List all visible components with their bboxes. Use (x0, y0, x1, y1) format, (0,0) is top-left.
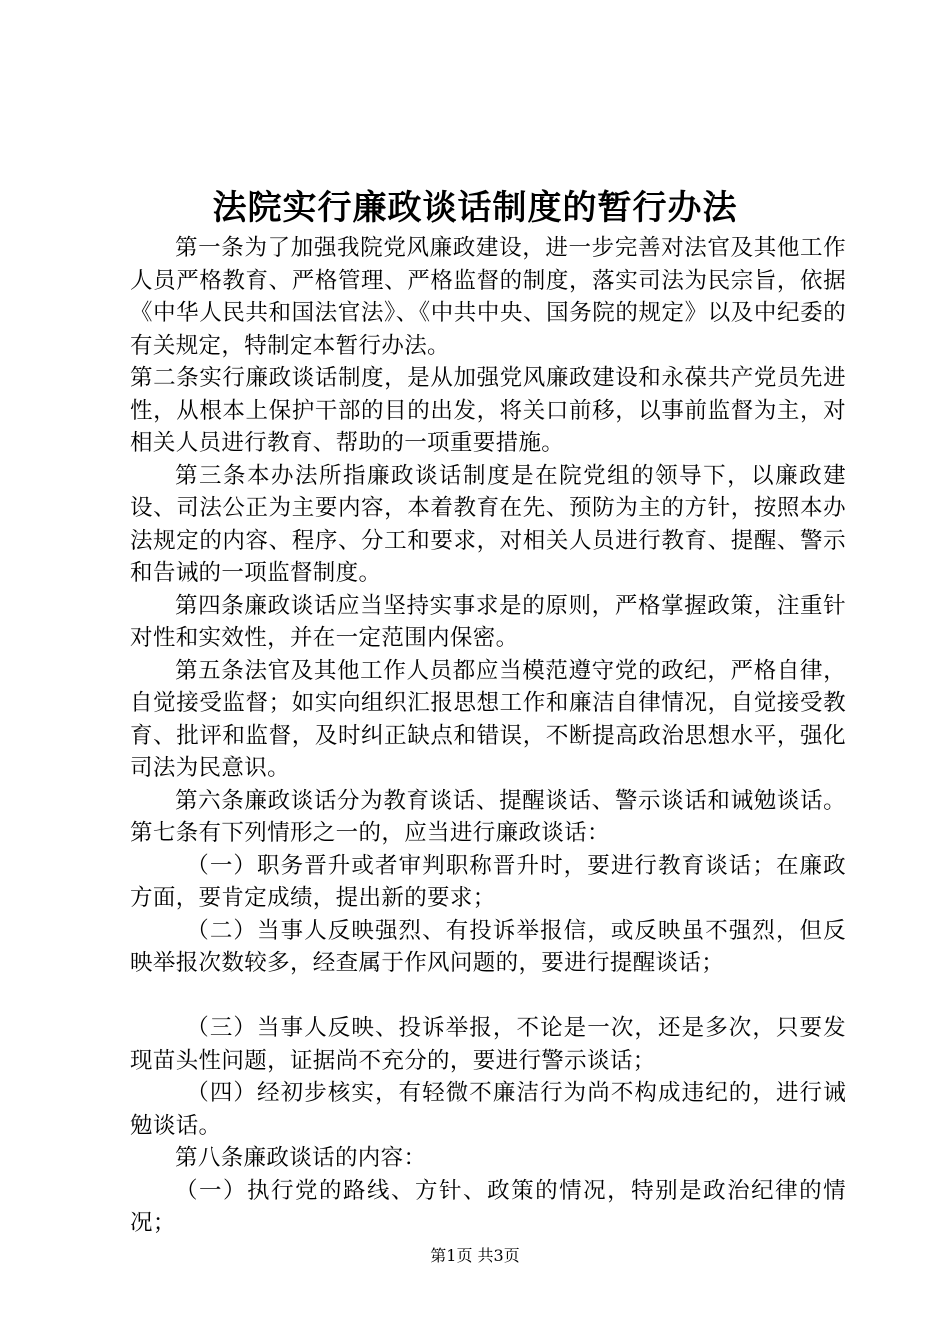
list-item-3: （三）当事人反映、投诉举报，不论是一次，还是多次，只要发现苗头性问题，证据尚不充分的，要进行警示谈话； (130, 1015, 846, 1074)
document-body (130, 232, 846, 1240)
paragraph-article-4: 第四条廉政谈话应当坚持实事求是的原则，严格掌握政策，注重针对性和实效性，并在一定范围内保密。 (130, 592, 846, 651)
paragraph-article-2: 第二条实行廉政谈话制度，是从加强党风廉政建设和永葆共产党员先进性，从根本上保护干部的目的出发，将关口前移，以事前监督为主，对相关人员进行教育、帮助的一项重要措施。 (130, 365, 846, 456)
paragraph-article-3: 第三条本办法所指廉政谈话制度是在院党组的领导下，以廉政建设、司法公正为主要内容，本着教育在先、预防为主的方针，按照本办法规定的内容、程序、分工和要求，对相关人员进行教育、提醒、警示和告诫的一项监督制度。 (130, 462, 846, 586)
list-item-8-1: （一）执行党的路线、方针、政策的情况，特别是政治纪律的情况； (130, 1177, 846, 1236)
list-item-2: （二）当事人反映强烈、有投诉举报信，或反映虽不强烈，但反映举报次数较多，经查属于作风问题的，要进行提醒谈话； (130, 917, 846, 976)
list-item-4: （四）经初步核实，有轻微不廉洁行为尚不构成违纪的，进行诫勉谈话。 (130, 1080, 846, 1139)
paragraph-article-8: 第八条廉政谈话的内容： (175, 1145, 427, 1171)
paragraph-article-5: 第五条法官及其他工作人员都应当模范遵守党的政纪，严格自律，自觉接受监督；如实向组织汇报思想工作和廉洁自律情况，自觉接受教育、批评和监督，及时纠正缺点和错误，不断提高政治思想水平，强化司法为民意识。 (130, 657, 846, 781)
paragraph-article-6-7: 第六条廉政谈话分为教育谈话、提醒谈话、警示谈话和诫勉谈话。第七条有下列情形之一的，应当进行廉政谈话： (130, 787, 846, 846)
document-title: 法院实行廉政谈话制度的暂行办法 (212, 188, 738, 228)
page-indicator: 第1页 共3页 (430, 1246, 520, 1265)
paragraph-article-1: 第一条为了加强我院党风廉政建设，进一步完善对法官及其他工作人员严格教育、严格管理、严格监督的制度，落实司法为民宗旨，依据《中华人民共和国法官法》、《中共中央、国务院的规定》以及中纪委的有关规定，特制定本暂行办法。 (130, 235, 846, 359)
list-item-1: （一）职务晋升或者审判职称晋升时，要进行教育谈话；在廉政方面，要肯定成绩，提出新的要求； (130, 852, 846, 911)
